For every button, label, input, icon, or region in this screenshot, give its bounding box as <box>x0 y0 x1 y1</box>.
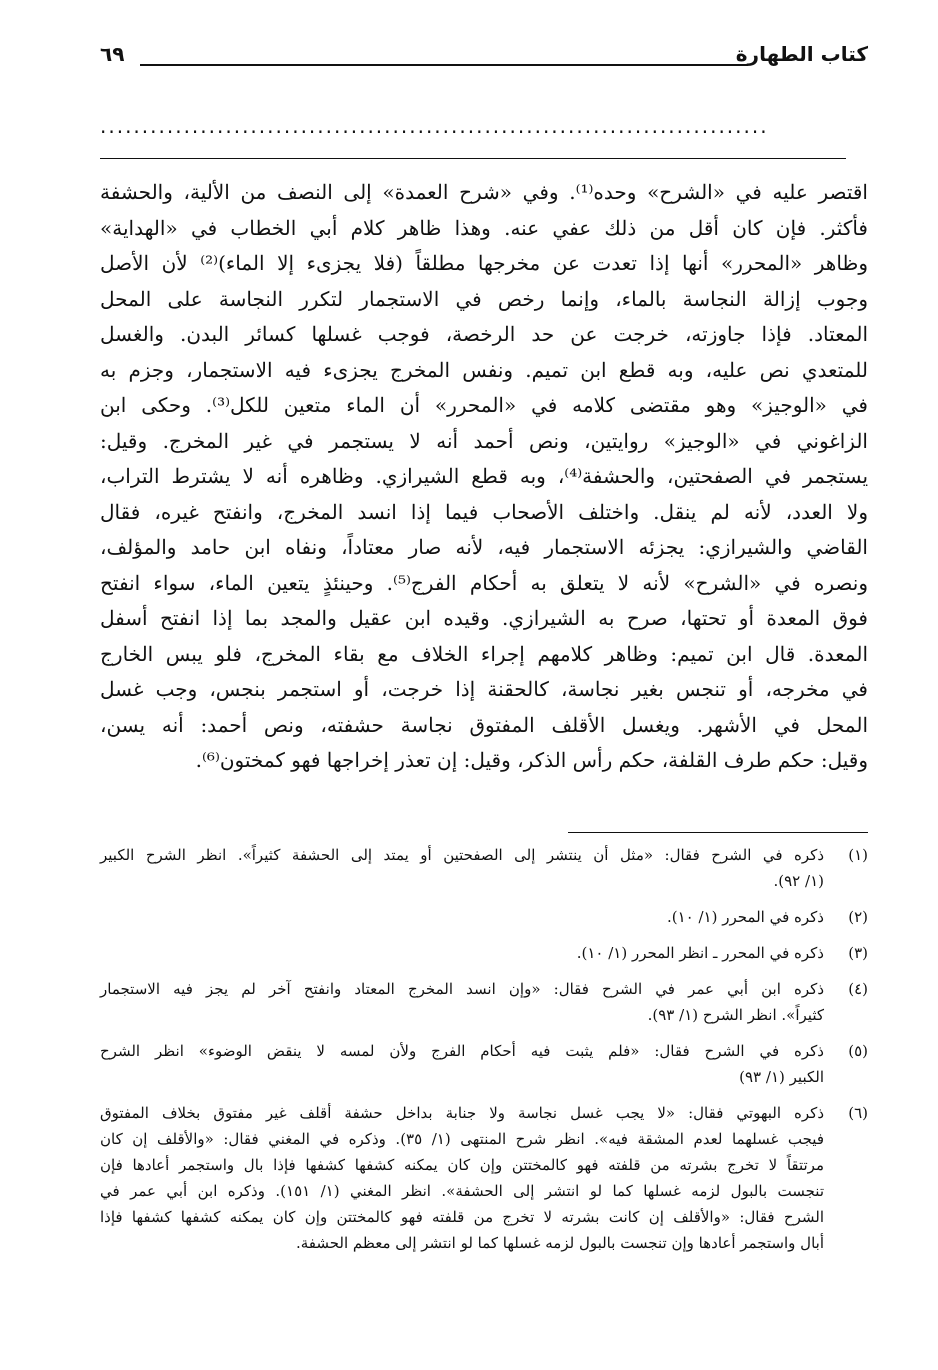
text-line: وظاهر «المحرر» أنها إذا تعدت عن مخرجها مطلقاً (فلا يجزىء إلا الماء)⁽²⁾ لأن الأصل <box>100 251 869 275</box>
running-header <box>100 42 868 74</box>
footnote-number: (٥) <box>848 1042 868 1060</box>
footnote-line: ذكره في المحرر (١/ ١٠). <box>666 908 824 926</box>
dotted-separator: ................................................................................ <box>100 114 769 138</box>
footnote-line: ذكره في الشرح فقال: «مثل أن ينتشر إلى الصفحتين أو يمتد إلى الحشفة كثيراً». انظر الشرح الكبير <box>100 846 824 864</box>
footnote <box>100 976 868 1028</box>
footnote-number: (٤) <box>848 980 868 998</box>
footnote-line: (١/ ٩٢). <box>773 872 824 890</box>
text-line: المحل في الأشهر. ويغسل الأقلف المفتوق نجاسة حشفته، ونص أحمد: أنه يسن، <box>100 712 868 737</box>
text-line: اقتصر عليه في «الشرح» وحده⁽¹⁾. وفي «شرح العمدة» إلى النصف من الألية، والحشفة <box>100 180 868 204</box>
text-line: في «الوجيز» وهو مقتضى كلامه في «المحرر» أن الماء متعين للكل⁽³⁾. وحكى ابن <box>100 393 868 417</box>
footnote-divider <box>568 832 868 833</box>
footnote-line: فيجب غسلهما لعدم المشقة فيه». انظر شرح المنتهى (١/ ٣٥). وذكره في المغني فقال: «والأقلف إن كان <box>100 1130 824 1148</box>
text-line: فأكثر. فإن كان أقل من ذلك عفي عنه. وهذا ظاهر كلام أبي الخطاب في «الهداية» <box>100 215 868 240</box>
text-line: الزاغوني في «الوجيز» روايتين، ونص أحمد أنه لا يستجمر في غير المخرج. وقيل: <box>100 428 868 453</box>
text-line: القاضي والشيرازي: يجزئه الاستجمار فيه، لأنه صار معتاداً، ونفاه ابن حامد والمؤلف، <box>100 535 868 559</box>
footnote-line: ذكره في الشرح فقال: «فلم يثبت فيه أحكام الفرج ولأن لمسه لا ينقض الوضوء» انظر الشرح <box>100 1042 824 1060</box>
text-line: المعتاد. فإذا جاوزته، خرجت عن حد الرخصة، فوجب غسلها كسائر البدن. والغسل <box>100 322 869 346</box>
footnote-line: كثيراً». انظر الشرح (١/ ٩٣). <box>647 1006 824 1024</box>
footnote-number: (١) <box>848 846 868 864</box>
footnote <box>100 842 868 894</box>
footnote-line: مرتتقاً لا تخرج بشرته من قلفته فهو كالمختتن وإن كان يمكنه كشفها كشفها فإذا بال واستجمر أعادها فإن <box>100 1156 824 1174</box>
footnote-line: ذكره في المحرر ـ انظر المحرر (١/ ١٠). <box>576 944 824 962</box>
footnotes <box>100 842 868 1266</box>
footnote <box>100 940 868 966</box>
text-line: ونصره في «الشرح» لأنه لا يتعلق به أحكام الفرج⁽⁵⁾. وحينئذٍ يتعين الماء، سواء انفتح <box>100 570 869 595</box>
text-line: فوق المعدة أو تحتها، صرح به الشيرازي. وقيده ابن عقيل والمجد بما إذا انفتح أسفل <box>100 606 868 630</box>
footnote-number: (٦) <box>848 1104 868 1122</box>
footnote-line: الكبير (١/ ٩٣) <box>739 1068 824 1086</box>
footnote <box>100 1100 868 1256</box>
footnote-line: ذكره ابن أبي عمر في الشرح فقال: «وإن انسد المخرج المعتاد وانفتح آخر لم يجز فيه الاستجمار <box>100 980 824 998</box>
footnote-line: ذكره البهوتي فقال: «لا يجب غسل نجاسة ولا جنابة بداخل حشفة أقلف غير مفتوق بخلاف المفتوق <box>100 1104 824 1122</box>
text-line: في مخرجه، أو تنجس بغير نجاسة، كالحقنة إذا خرجت، أو استجمر بنجس، وجب غسل <box>100 677 868 701</box>
text-line: المعدة. قال ابن تميم: وظاهر كلامهم إجراء الخلاف مع بقاء المخرج، فلو يبس الخارج <box>100 641 868 666</box>
top-divider <box>100 158 846 159</box>
text-line: للمتعدي نص عليه، وبه قطع ابن تميم. ونفس المخرج يجزىء فيه الاستجمار، وجزم به <box>100 357 868 382</box>
footnote-number: (٣) <box>848 944 868 962</box>
text-line: وجوب إزالة النجاسة بالماء، وإنما رخص في الاستجمار لتكرر النجاسة على المحل <box>100 286 869 311</box>
text-line: ولا العدد، لأنه لم ينقل. واختلف الأصحاب فيما إذا انسد المخرج، وانفتح غيره، فقال <box>100 499 868 524</box>
page-number: ٦٩ <box>100 42 125 66</box>
main-text <box>100 175 868 779</box>
footnote <box>100 904 868 930</box>
text-line: وقيل: حكم طرف القلفة، حكم رأس الذكر، وقيل: إن تعذر إخراجها فهو كمختون⁽⁶⁾. <box>195 748 868 772</box>
footnote-line: الشرح فقال: «والأقلف إن كانت بشرته لا تخرج من قلفته فهو كالمختتن وإن كان يمكنه كشفها كشفها فإذا <box>100 1208 824 1226</box>
header-rule <box>140 64 748 66</box>
footnote-line: تنجست بالبول لزمه غسلها كما لو انتشر إلى الحشفة». انظر المغني (١/ ١٥١). وذكره ابن أبي عمر في <box>100 1182 825 1200</box>
book-title: كتاب الطهارة <box>735 42 868 66</box>
footnote <box>100 1038 868 1090</box>
text-line: يستجمر في الصفحتين، والحشفة⁽⁴⁾، وبه قطع الشيرازي. وظاهره أنه لا يشترط التراب، <box>100 464 869 488</box>
footnote-line: أبال واستجمر أعادها وإن تنجست بالبول لزمه غسلها كما لو انتشر إلى معظم الحشفة. <box>295 1234 824 1252</box>
footnote-number: (٢) <box>848 908 868 926</box>
